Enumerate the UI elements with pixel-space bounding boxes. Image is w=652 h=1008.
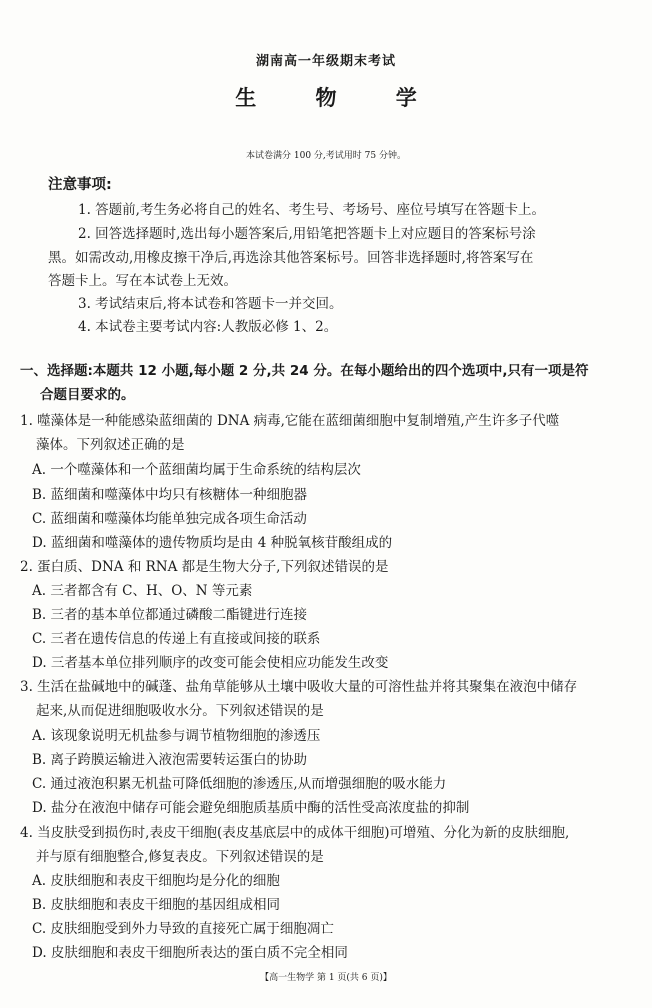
option-a: A. 该现象说明无机盐参与调节植物细胞的渗透压 (32, 728, 321, 744)
section-heading-cont: 合题目要求的。 (40, 387, 135, 403)
question-1-stem: 1. 噬藻体是一种能感染蓝细菌的 DNA 病毒,它能在蓝细菌细胞中复制增殖,产生许多子代噬 (20, 413, 560, 429)
option-b: B. 蓝细菌和噬藻体中均只有核糖体一种细胞器 (32, 487, 308, 503)
option-d: D. 蓝细菌和噬藻体的遗传物质均是由 4 种脱氧核苷酸组成的 (32, 535, 393, 551)
option-a: A. 皮肤细胞和表皮干细胞均是分化的细胞 (32, 873, 280, 889)
notice-heading: 注意事项: (48, 177, 112, 193)
question-3-stem: 3. 生活在盐碱地中的碱蓬、盐角草能够从土壤中吸收大量的可溶性盐并将其聚集在液泡中储存 (20, 679, 578, 695)
subject-title: 生 物 学 (235, 86, 443, 110)
option-a: A. 三者都含有 C、H、O、N 等元素 (32, 583, 253, 599)
option-b: B. 三者的基本单位都通过磷酸二酯键进行连接 (32, 607, 308, 623)
question-2-stem: 2. 蛋白质、DNA 和 RNA 都是生物大分子,下列叙述错误的是 (20, 559, 389, 575)
notice-line: 黑。如需改动,用橡皮擦干净后,再选涂其他答案标号。回答非选择题时,将答案写在 (48, 250, 534, 266)
section-heading: 一、选择题:本题共 12 小题,每小题 2 分,共 24 分。在每小题给出的四个选项中,只有一项是符 (20, 363, 589, 379)
exam-meta: 本试卷满分 100 分,考试用时 75 分钟。 (246, 151, 406, 161)
option-a: A. 一个噬藻体和一个蓝细菌均属于生命系统的结构层次 (32, 462, 361, 478)
page-footer: 【高一生物学 第 1 页(共 6 页)】 (260, 973, 392, 983)
question-1-stem-cont: 藻体。下列叙述正确的是 (36, 437, 185, 453)
option-b: B. 皮肤细胞和表皮干细胞的基因组成相同 (32, 897, 281, 913)
option-d: D. 三者基本单位排列顺序的改变可能会使相应功能发生改变 (32, 655, 389, 671)
option-b: B. 离子跨膜运输进入液泡需要转运蛋白的协助 (32, 752, 308, 768)
notice-line: 4. 本试卷主要考试内容:人教版必修 1、2。 (78, 319, 338, 335)
option-d: D. 皮肤细胞和表皮干细胞所表达的蛋白质不完全相同 (32, 945, 348, 961)
question-4-stem: 4. 当皮肤受到损伤时,表皮干细胞(表皮基底层中的成体干细胞)可增殖、分化为新的皮肤细胞, (20, 825, 570, 841)
option-c: C. 通过液泡积累无机盐可降低细胞的渗透压,从而增强细胞的吸水能力 (32, 776, 447, 792)
option-d: D. 盐分在液泡中储存可能会避免细胞质基质中酶的活性受高浓度盐的抑制 (32, 800, 470, 816)
question-4-stem-cont: 并与原有细胞整合,修复表皮。下列叙述错误的是 (36, 849, 324, 865)
notice-line: 3. 考试结束后,将本试卷和答题卡一并交回。 (78, 296, 343, 312)
option-c: C. 三者在遗传信息的传递上有直接或间接的联系 (32, 631, 321, 647)
question-3-stem-cont: 起来,从而促进细胞吸收水分。下列叙述错误的是 (36, 703, 324, 719)
notice-line: 2. 回答选择题时,选出每小题答案后,用铅笔把答题卡上对应题目的答案标号涂 (78, 226, 536, 242)
notice-line: 1. 答题前,考生务必将自己的姓名、考生号、考场号、座位号填写在答题卡上。 (78, 202, 545, 218)
exam-title: 湖南高一年级期末考试 (255, 54, 396, 69)
option-c: C. 蓝细菌和噬藻体均能单独完成各项生命活动 (32, 511, 307, 527)
option-c: C. 皮肤细胞受到外力导致的直接死亡属于细胞凋亡 (32, 921, 334, 937)
notice-line: 答题卡上。写在本试卷上无效。 (48, 273, 237, 289)
